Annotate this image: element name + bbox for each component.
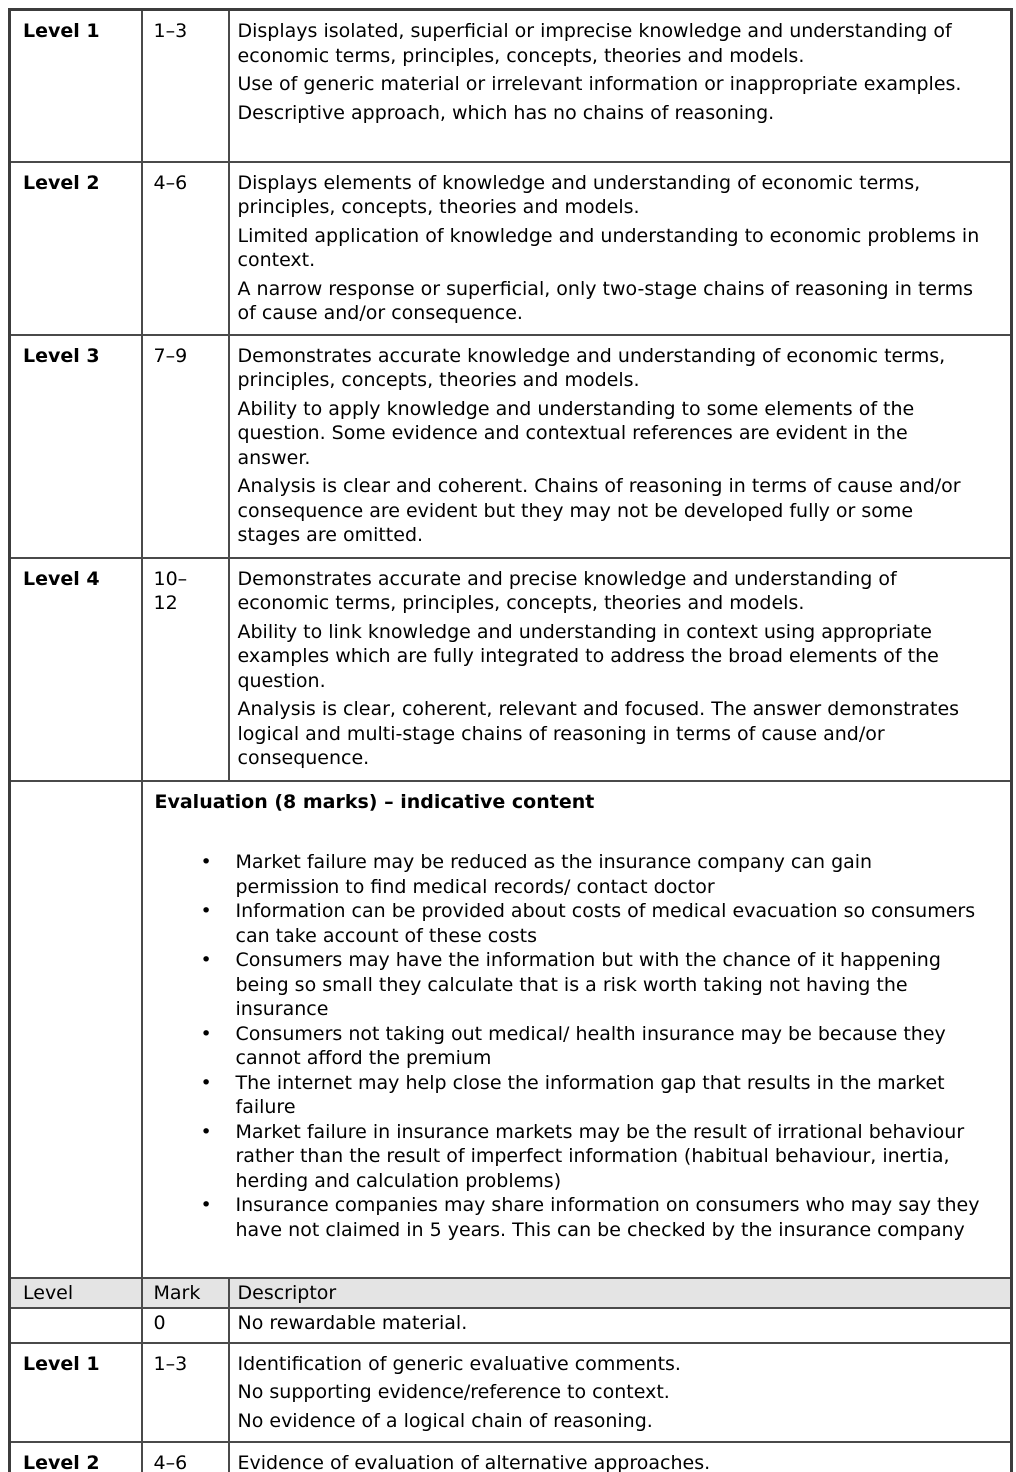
- mark-cell: [142, 10, 229, 162]
- level-cell: [10, 1442, 142, 1472]
- level-label: Level 1: [23, 1352, 100, 1375]
- descriptor-paragraph: A narrow response or superficial, only two-stage chains of reasoning in terms of cause and/or consequence.: [237, 277, 973, 324]
- bullet-item: • Market failure may be reduced as the insurance company can gain permission to find medical records/ contact doctor: [201, 850, 981, 899]
- level-cell: [10, 162, 142, 335]
- mark-scheme-table: [8, 8, 1013, 1472]
- evaluation-indicative-content-row: [10, 781, 1012, 1278]
- evaluation-bullet-list: [201, 850, 981, 1242]
- descriptor-paragraph: Use of generic material or irrelevant information or inappropriate examples.: [237, 73, 962, 95]
- level-label: Level 2: [23, 1452, 100, 1472]
- level-cell: [10, 335, 142, 558]
- mark-cell: [142, 1308, 229, 1343]
- descriptor-paragraph: Descriptive approach, which has no chains of reasoning.: [237, 101, 775, 124]
- mark-value: 0: [153, 1312, 166, 1334]
- descriptor-paragraph: No evidence of a logical chain of reasoning.: [237, 1409, 653, 1432]
- level-label: Level 3: [23, 344, 100, 367]
- level-cell: [10, 558, 142, 781]
- descriptor-paragraph: Demonstrates accurate knowledge and understanding of economic terms, principles, concepts, theories and models.: [237, 344, 946, 391]
- descriptor-cell: [229, 335, 1012, 558]
- descriptor-cell: [229, 1308, 1012, 1343]
- descriptor-paragraph: Analysis is clear and coherent. Chains of reasoning in terms of cause and/or consequence are evident but they may not be developed fully or some stages are omitted.: [237, 475, 961, 546]
- level-1-row: [10, 10, 1012, 162]
- header-mark: Mark: [142, 1278, 229, 1309]
- descriptor-paragraph: No supporting evidence/reference to context.: [237, 1381, 670, 1403]
- descriptor-cell: [229, 1442, 1012, 1472]
- descriptor-paragraph: Identification of generic evaluative comments.: [237, 1352, 681, 1375]
- mark-cell: [142, 162, 229, 335]
- empty-level-cell: [10, 781, 142, 1278]
- descriptor-paragraph: Limited application of knowledge and understanding to economic problems in context.: [237, 224, 980, 271]
- level-cell: [10, 1343, 142, 1443]
- mark-value: 4–6: [153, 171, 188, 194]
- evaluation-table-header-row: [10, 1278, 1012, 1309]
- level-3-row: [10, 335, 1012, 558]
- bullet-item: • Market failure in insurance markets may be the result of irrational behaviour rather than the result of imperfect information (habitual behaviour, inertia, herding and calculation problems): [201, 1120, 981, 1194]
- mark-value: 1–3: [153, 20, 188, 42]
- bullet-item: • The internet may help close the information gap that results in the market failure: [201, 1071, 981, 1120]
- level-4-row: [10, 558, 1012, 781]
- mark-cell: [142, 1442, 229, 1472]
- level-cell: [10, 10, 142, 162]
- descriptor-paragraph: Ability to apply knowledge and understanding to some elements of the question. Some evidence and contextual references are evident in the answer.: [237, 397, 915, 469]
- bullet-item: • Insurance companies may share information on consumers who may say they have not claimed in 5 years. This can be checked by the insurance company: [201, 1193, 981, 1242]
- descriptor-paragraph: Displays elements of knowledge and understanding of economic terms, principles, concepts, theories and models.: [237, 171, 921, 218]
- level-label: Level 1: [23, 20, 100, 42]
- header-level: Level: [10, 1278, 142, 1309]
- descriptor-paragraph: Analysis is clear, coherent, relevant and focused. The answer demonstrates logical and multi-stage chains of reasoning in terms of cause and/or consequence.: [237, 698, 960, 769]
- mark-value: 4–6: [153, 1452, 188, 1472]
- descriptor-cell: [229, 10, 1012, 162]
- descriptor-cell: [229, 162, 1012, 335]
- descriptor-paragraph: Evidence of evaluation of alternative approaches.: [237, 1452, 711, 1472]
- descriptor-paragraph: Displays isolated, superficial or imprecise knowledge and understanding of economic terms, principles, concepts, theories and models.: [237, 20, 952, 67]
- bullet-item: • Consumers may have the information but with the chance of it happening being so small they calculate that is a risk worth taking not having the insurance: [201, 948, 981, 1022]
- descriptor-cell: [229, 558, 1012, 781]
- evaluation-level-2-row: [10, 1442, 1012, 1472]
- zero-mark-row: [10, 1308, 1012, 1343]
- mark-value: 10–12: [153, 567, 188, 614]
- descriptor-paragraph: Ability to link knowledge and understanding in context using appropriate examples which are fully integrated to address the broad elements of the question.: [237, 620, 939, 692]
- evaluation-heading: Evaluation (8 marks) – indicative content: [154, 790, 595, 813]
- mark-cell: [142, 1343, 229, 1443]
- bullet-item: • Consumers not taking out medical/ health insurance may be because they cannot afford the premium: [201, 1022, 981, 1071]
- mark-value: 7–9: [153, 344, 188, 367]
- level-label: Level 4: [23, 567, 100, 590]
- level-label: Level 2: [23, 171, 100, 194]
- evaluation-level-1-row: [10, 1343, 1012, 1443]
- empty-level-cell: [10, 1308, 142, 1343]
- mark-cell: [142, 558, 229, 781]
- header-descriptor: Descriptor: [229, 1278, 1012, 1309]
- mark-cell: [142, 335, 229, 558]
- descriptor-paragraph: Demonstrates accurate and precise knowledge and understanding of economic terms, principles, concepts, theories and models.: [237, 567, 897, 614]
- descriptor-paragraph: No rewardable material.: [237, 1312, 468, 1334]
- level-2-row: [10, 162, 1012, 335]
- bullet-item: • Information can be provided about costs of medical evacuation so consumers can take account of these costs: [201, 899, 981, 948]
- evaluation-content-cell: [142, 781, 1012, 1278]
- descriptor-cell: [229, 1343, 1012, 1443]
- mark-value: 1–3: [153, 1352, 188, 1375]
